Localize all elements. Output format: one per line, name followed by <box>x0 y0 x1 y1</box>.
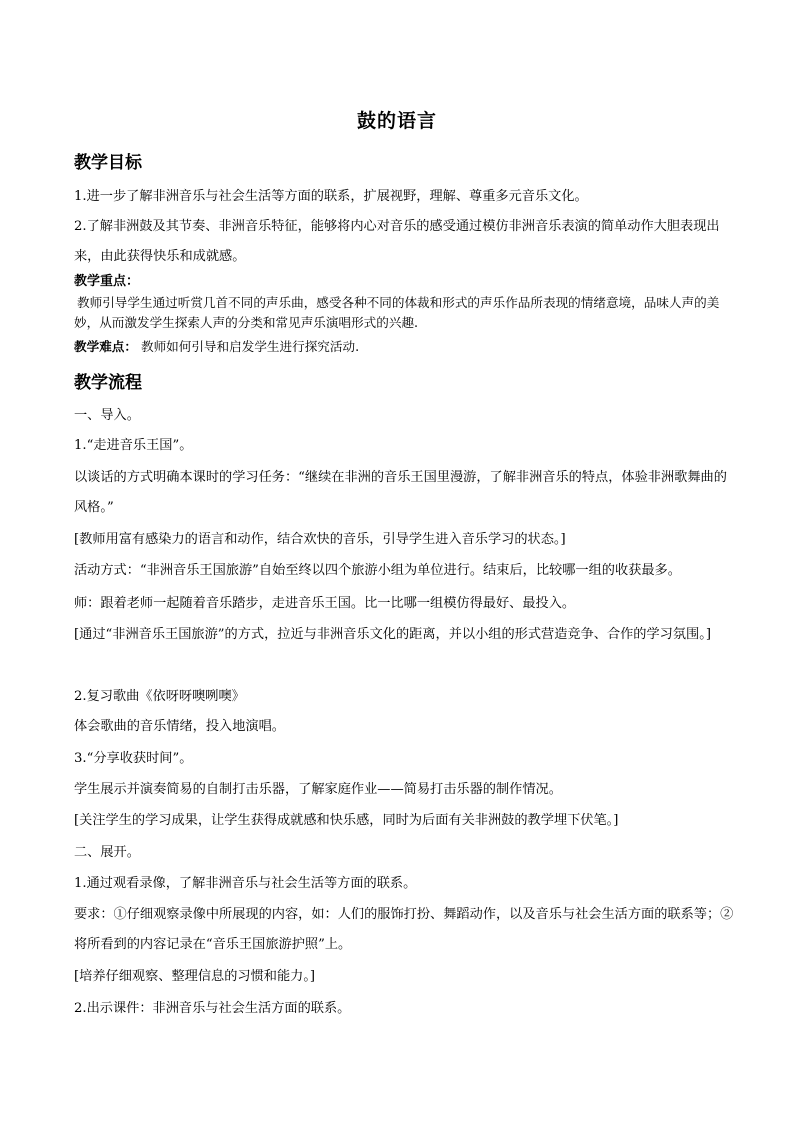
process-line-10: 3.“分享收获时间”。 <box>74 751 193 766</box>
key-point-text: 教师引导学生通过听赏几首不同的声乐曲，感受各种不同的体裁和形式的声乐作品所表现的情绪意境，品味人声的美妙，从而激发学生探索人声的分类和常见声乐演唱形式的兴趣. <box>74 295 720 330</box>
difficulty-text: 教师如何引导和启发学生进行探究活动. <box>140 339 360 354</box>
goal-item-1: 1.进一步了解非洲音乐与社会生活等方面的联系，扩展视野，理解、尊重多元音乐文化。 <box>74 189 588 204</box>
process-line-15: 要求：①仔细观察录像中所展现的内容，如：人们的服饰打扮、舞蹈动作，以及音乐与社会生活方面的联系等；②将所看到的内容记录在“音乐王国旅游护照”上。 <box>74 907 734 952</box>
process-line-4: [教师用富有感染力的语言和动作，结合欢快的音乐，引导学生进入音乐学习的状态。] <box>74 532 566 547</box>
section-heading-process: 教学流程 <box>74 373 142 393</box>
process-line-5: 活动方式：“非洲音乐王国旅游”自始至终以四个旅游小组为单位进行。结束后，比较哪一组的收获最多。 <box>74 563 681 578</box>
process-line-1: 一、导入。 <box>74 408 140 423</box>
process-line-9: 体会歌曲的音乐情绪，投入地演唱。 <box>74 719 285 734</box>
process-line-11: 学生展示并演奏简易的自制打击乐器，了解家庭作业——简易打击乐器的制作情况。 <box>74 782 562 797</box>
process-line-3: 以谈话的方式明确本课时的学习任务：“继续在非洲的音乐王国里漫游，了解非洲音乐的特点，体验非洲歌舞曲的风格。” <box>74 470 727 515</box>
process-line-16: [培养仔细观察、整理信息的习惯和能力。] <box>74 969 316 984</box>
section-heading-goals: 教学目标 <box>74 153 142 173</box>
difficulty-label: 教学难点： <box>74 339 137 354</box>
process-line-6: 师：跟着老师一起随着音乐踏步，走进音乐王国。比一比哪一组模仿得最好、最投入。 <box>74 596 576 611</box>
process-line-17: 2.出示课件：非洲音乐与社会生活方面的联系。 <box>74 1001 351 1016</box>
process-line-14: 1.通过观看录像，了解非洲音乐与社会生活等方面的联系。 <box>74 876 417 891</box>
difficulty-line <box>74 337 734 357</box>
goal-item-2: 2.了解非洲鼓及其节奏、非洲音乐特征，能够将内心对音乐的感受通过模仿非洲音乐表演的简单动作大胆表现出来，由此获得快乐和成就感。 <box>74 219 720 264</box>
process-line-2: 1.“走进音乐王国”。 <box>74 438 193 453</box>
process-line-12: [关注学生的学习成果，让学生获得成就感和快乐感，同时为后面有关非洲鼓的教学埋下伏笔。] <box>74 813 619 828</box>
process-line-7: [通过“非洲音乐王国旅游”的方式，拉近与非洲音乐文化的距离，并以小组的形式营造竞争、合作的学习氛围。] <box>74 627 711 642</box>
process-line-13: 二、展开。 <box>74 845 140 860</box>
document-title: 鼓的语言 <box>356 110 437 132</box>
process-line-8: 2.复习歌曲《依呀呀噢咧噢》 <box>74 689 245 704</box>
key-point-label: 教学重点： <box>74 274 140 289</box>
